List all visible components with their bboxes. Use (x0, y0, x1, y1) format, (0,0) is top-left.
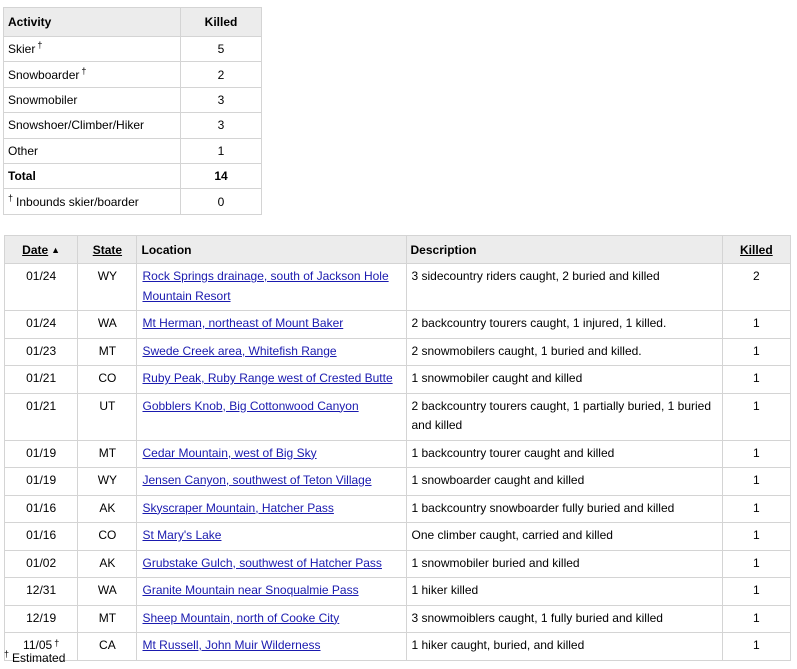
summary-header-row (4, 8, 262, 37)
location-cell (137, 495, 406, 523)
date-value: 01/24 (26, 316, 57, 330)
state-cell: WY (78, 468, 137, 496)
location-link[interactable]: Skyscraper Mountain, Hatcher Pass (142, 500, 334, 515)
header-description: Description (406, 236, 722, 264)
table-row (5, 578, 791, 606)
sort-ascending-icon: ▲ (51, 244, 61, 255)
inbounds-value: 0 (181, 189, 262, 214)
inbounds-cell (4, 189, 181, 214)
killed-cell: 1 (722, 393, 790, 440)
activity-cell (4, 62, 181, 87)
date-value: 01/21 (26, 371, 57, 385)
location-link[interactable]: Mt Russell, John Muir Wilderness (142, 638, 321, 652)
date-value: 01/16 (26, 500, 57, 515)
footnote-mark: † (4, 649, 10, 659)
header-date-link[interactable]: Date (22, 242, 49, 257)
location-cell (137, 440, 406, 468)
date-cell (5, 264, 78, 311)
location-cell (137, 264, 406, 311)
date-value: 01/19 (26, 473, 57, 487)
inbounds-label: Inbounds skier/boarder (16, 194, 139, 209)
date-value: 12/19 (26, 610, 57, 625)
activity-label: Other (8, 143, 39, 158)
state-cell: MT (78, 440, 137, 468)
description-cell: 1 snowmobiler buried and killed (406, 550, 722, 578)
state-cell: AK (78, 550, 137, 578)
location-link[interactable]: Gobblers Knob, Big Cottonwood Canyon (142, 398, 359, 413)
summary-row (4, 113, 262, 138)
date-cell (5, 523, 78, 551)
state-cell: CA (78, 633, 137, 661)
activity-label: Snowshoer/Climber/Hiker (8, 118, 145, 133)
killed-cell: 1 (722, 495, 790, 523)
date-value: 12/31 (26, 583, 57, 597)
date-value: 01/19 (26, 445, 57, 460)
events-header-row (5, 236, 791, 264)
summary-row (4, 37, 262, 62)
header-killed-link[interactable]: Killed (740, 242, 773, 257)
killed-cell: 3 (181, 87, 262, 112)
date-cell (5, 393, 78, 440)
date-value: 01/23 (26, 343, 57, 358)
description-cell: 3 snowmoiblers caught, 1 fully buried and killed (406, 605, 722, 633)
location-link[interactable]: Mt Herman, northeast of Mount Baker (142, 316, 344, 330)
date-value: 01/16 (26, 528, 57, 542)
header-location: Location (137, 236, 406, 264)
date-cell (5, 605, 78, 633)
total-label: Total (4, 163, 181, 188)
killed-cell: 1 (722, 578, 790, 606)
killed-cell: 1 (722, 366, 790, 394)
summary-row (4, 87, 262, 112)
state-cell: CO (78, 523, 137, 551)
date-cell (5, 338, 78, 366)
state-cell: AK (78, 495, 137, 523)
killed-cell: 1 (722, 311, 790, 339)
table-row (5, 393, 791, 440)
killed-cell: 2 (181, 62, 262, 87)
description-cell: 1 hiker killed (406, 578, 722, 606)
date-cell (5, 578, 78, 606)
table-row (5, 468, 791, 496)
table-row (5, 338, 791, 366)
location-link[interactable]: Jensen Canyon, southwest of Teton Village (142, 473, 372, 487)
header-activity: Activity (4, 8, 181, 37)
footnote-text: Estimated (12, 651, 66, 665)
killed-cell: 1 (181, 138, 262, 163)
footnote (4, 651, 65, 665)
description-cell: 1 snowmobiler caught and killed (406, 366, 722, 394)
table-row (5, 633, 791, 661)
location-cell (137, 633, 406, 661)
location-cell (137, 605, 406, 633)
header-killed: Killed (181, 8, 262, 37)
activity-cell (4, 113, 181, 138)
description-cell: 1 backcountry snowboarder fully buried and killed (406, 495, 722, 523)
sort-by-date[interactable] (5, 236, 78, 264)
description-cell: 2 backcountry tourers caught, 1 partially buried, 1 buried and killed (406, 393, 722, 440)
date-cell (5, 366, 78, 394)
location-link[interactable]: Granite Mountain near Snoqualmie Pass (142, 583, 359, 597)
killed-cell: 1 (722, 468, 790, 496)
inbounds-mark: † (81, 65, 87, 76)
location-cell (137, 366, 406, 394)
killed-cell: 1 (722, 338, 790, 366)
sort-by-state[interactable] (78, 236, 137, 264)
state-cell: WA (78, 311, 137, 339)
date-value: 01/02 (26, 555, 57, 570)
table-row (5, 550, 791, 578)
location-link[interactable]: Swede Creek area, Whitefish Range (142, 343, 337, 358)
estimated-mark: † (54, 638, 60, 648)
avalanche-events-table (4, 235, 791, 661)
description-cell: One climber caught, carried and killed (406, 523, 722, 551)
location-link[interactable]: Rock Springs drainage, south of Jackson Hole Mountain Resort (142, 269, 389, 303)
location-cell (137, 311, 406, 339)
description-cell: 2 snowmobilers caught, 1 buried and killed. (406, 338, 722, 366)
location-cell (137, 393, 406, 440)
activity-label: Snowboarder (8, 67, 80, 82)
killed-cell: 1 (722, 523, 790, 551)
date-cell (5, 311, 78, 339)
state-cell: WA (78, 578, 137, 606)
state-cell: MT (78, 338, 137, 366)
table-row (5, 264, 791, 311)
sort-by-killed[interactable] (722, 236, 790, 264)
table-row (5, 440, 791, 468)
state-cell: WY (78, 264, 137, 311)
state-cell: CO (78, 366, 137, 394)
description-cell: 1 hiker caught, buried, and killed (406, 633, 722, 661)
inbounds-mark: † (8, 192, 14, 203)
location-cell (137, 468, 406, 496)
summary-total-row (4, 163, 262, 188)
date-cell (5, 468, 78, 496)
date-cell (5, 550, 78, 578)
date-cell (5, 495, 78, 523)
killed-cell: 3 (181, 113, 262, 138)
location-link[interactable]: St Mary's Lake (142, 528, 222, 542)
killed-cell: 5 (181, 37, 262, 62)
activity-label: Snowmobiler (8, 92, 78, 107)
location-link[interactable]: Grubstake Gulch, southwest of Hatcher Pass (142, 555, 382, 570)
state-cell: UT (78, 393, 137, 440)
killed-cell: 1 (722, 440, 790, 468)
description-cell: 1 backcountry tourer caught and killed (406, 440, 722, 468)
table-row (5, 366, 791, 394)
description-cell: 2 backcountry tourers caught, 1 injured, 1 killed. (406, 311, 722, 339)
activity-summary-table (3, 7, 262, 215)
table-row (5, 495, 791, 523)
activity-cell (4, 87, 181, 112)
summary-row (4, 138, 262, 163)
table-row (5, 523, 791, 551)
inbounds-mark: † (37, 40, 43, 51)
activity-cell (4, 37, 181, 62)
date-value: 01/21 (26, 398, 57, 413)
table-row (5, 311, 791, 339)
total-value: 14 (181, 163, 262, 188)
state-cell: MT (78, 605, 137, 633)
date-cell (5, 440, 78, 468)
location-link[interactable]: Sheep Mountain, north of Cooke City (142, 610, 340, 625)
location-cell (137, 338, 406, 366)
killed-cell: 2 (722, 264, 790, 311)
table-row (5, 605, 791, 633)
killed-cell: 1 (722, 633, 790, 661)
activity-label: Skier (8, 42, 36, 57)
summary-row (4, 62, 262, 87)
description-cell: 3 sidecountry riders caught, 2 buried and killed (406, 264, 722, 311)
header-state-link[interactable]: State (92, 242, 123, 257)
activity-cell (4, 138, 181, 163)
description-cell: 1 snowboarder caught and killed (406, 468, 722, 496)
location-cell (137, 523, 406, 551)
killed-cell: 1 (722, 605, 790, 633)
killed-cell: 1 (722, 550, 790, 578)
location-link[interactable]: Ruby Peak, Ruby Range west of Crested Butte (142, 371, 393, 385)
summary-inbounds-row (4, 189, 262, 214)
location-cell (137, 578, 406, 606)
location-link[interactable]: Cedar Mountain, west of Big Sky (142, 445, 317, 460)
date-value: 01/24 (26, 269, 57, 283)
location-cell (137, 550, 406, 578)
date-value: 11/05 (23, 638, 53, 652)
